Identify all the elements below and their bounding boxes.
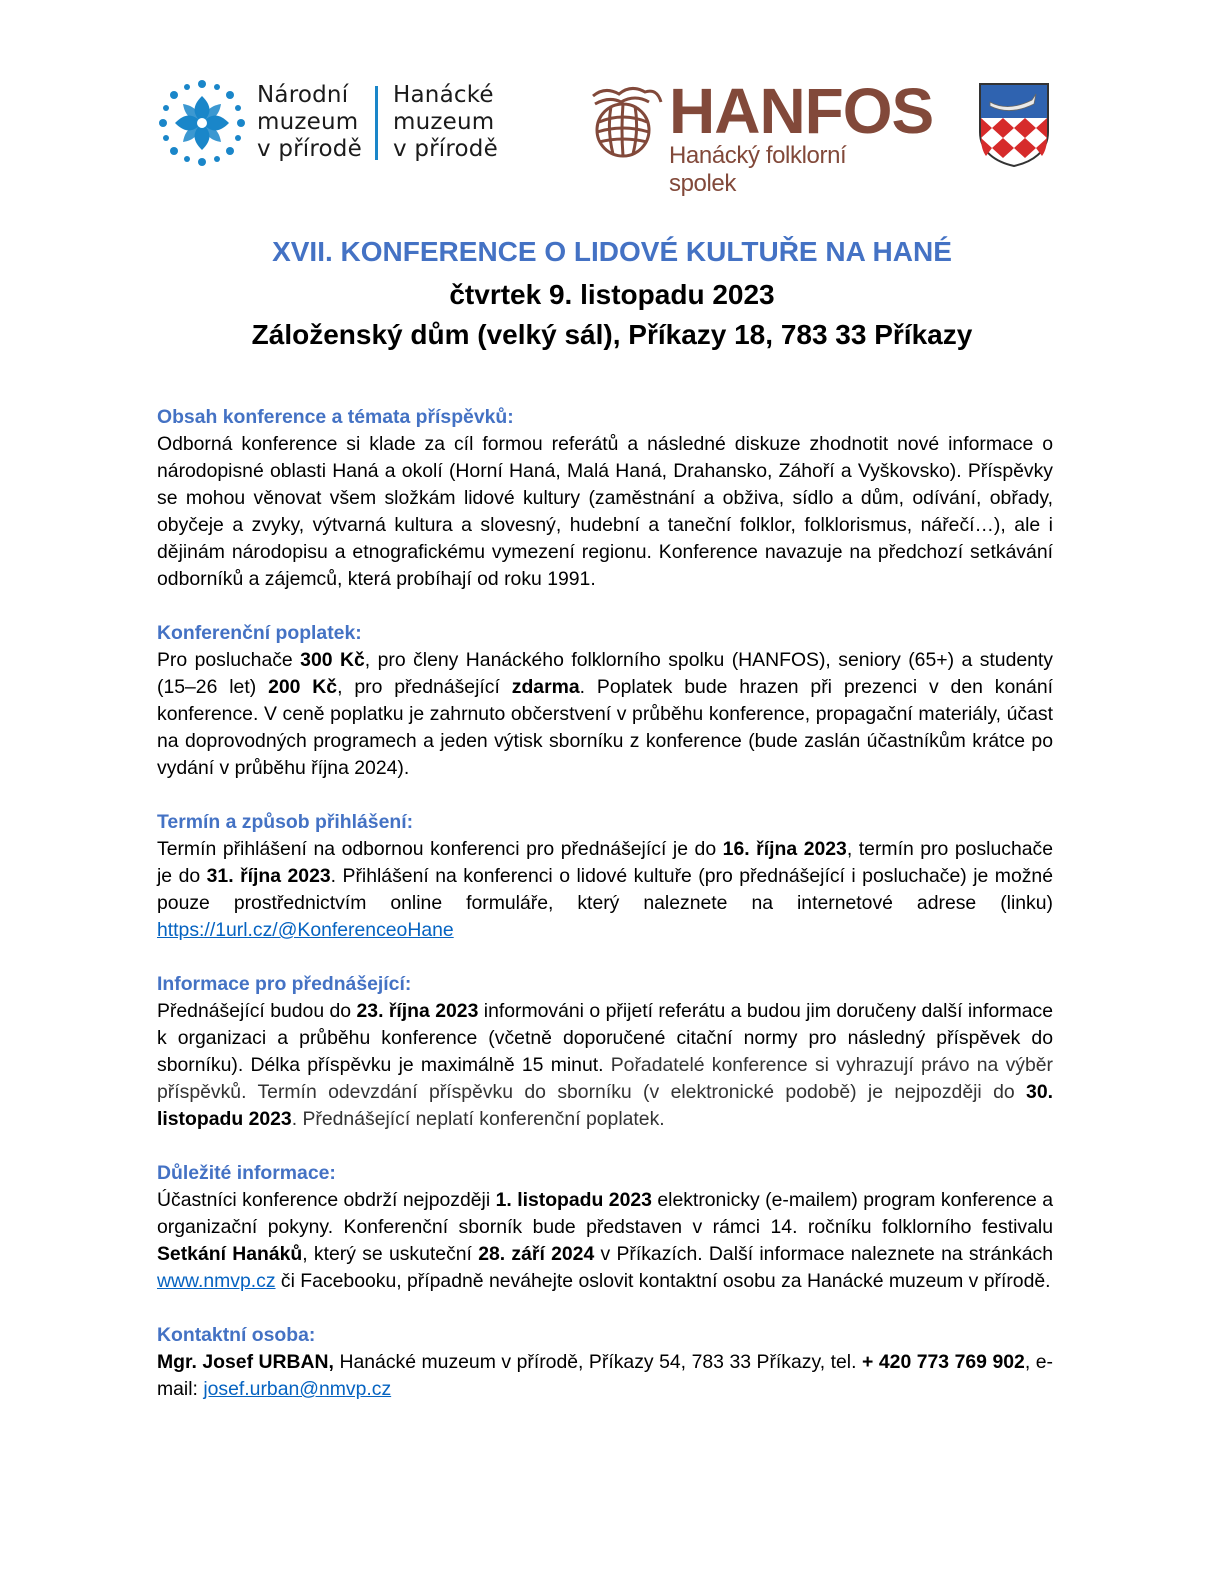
- text-run: elektronicky (e-mailem) program konference a organizační pokyny. Konferenční sborník bude představen v rámci 14. ročníku folklorního festivalu: [157, 1189, 1054, 1238]
- hanfos-emblem-icon: [585, 82, 665, 164]
- hmvp-line-3: v přírodě: [393, 136, 498, 162]
- text-run: . Přednášející neplatí konferenční poplatek.: [291, 1108, 665, 1130]
- text-run: Účastníci konference obdrží nejpozději: [157, 1189, 496, 1211]
- festival-name: Setkání Hanáků: [157, 1243, 303, 1265]
- price-reduced: 200 Kč: [268, 676, 338, 698]
- section-heading: Konferenční poplatek:: [157, 622, 362, 644]
- text-run: či Facebooku, případně neváhejte oslovit kontaktní osobu za Hanácké muzeum v přírodě.: [275, 1270, 1051, 1292]
- text-run: , e-mail:: [157, 1351, 1053, 1400]
- section-kontakt: [157, 1322, 1053, 1403]
- contact-name: Mgr. Josef URBAN,: [157, 1351, 334, 1373]
- text-run: . Přihlášení na konferenci o lidové kultuře (pro přednášející i posluchače) je možné pouze prostřednictvím online formuláře, který naleznete na internetové adrese (linku): [157, 865, 1053, 914]
- text-run: , který se uskuteční: [302, 1243, 479, 1265]
- hanfos-name: HANFOS: [669, 75, 934, 147]
- contact-email-link[interactable]: josef.urban@nmvp.cz: [203, 1378, 392, 1400]
- section-text: [157, 998, 1053, 1133]
- price-speaker: zdarma: [511, 676, 580, 698]
- conference-date: čtvrtek 9. listopadu 2023: [449, 279, 775, 310]
- section-heading: Informace pro přednášející:: [157, 973, 412, 995]
- section-prednasejici: [157, 971, 1053, 1133]
- text-run: Termín přihlášení na odbornou konferenci pro přednášející je do: [157, 838, 723, 860]
- festival-date: 28. září 2024: [478, 1243, 595, 1265]
- text-run: Pro posluchače: [157, 649, 301, 671]
- hmvp-line-1: Hanácké: [393, 82, 494, 108]
- submission-date: 30. listopadu 2023: [157, 1081, 1053, 1130]
- nmvp-logo: [157, 78, 502, 170]
- section-heading: Obsah konference a témata příspěvků:: [157, 406, 514, 428]
- price-listener: 300 Kč: [300, 649, 365, 671]
- deadline-listener: 31. října 2023: [206, 865, 331, 887]
- text-run: , pro přednášející: [337, 676, 512, 698]
- section-heading: Termín a způsob přihlášení:: [157, 811, 414, 833]
- section-heading: Důležité informace:: [157, 1162, 336, 1184]
- nmvp-line-3: v přírodě: [257, 136, 362, 162]
- section-text: [157, 1187, 1053, 1295]
- section-text: [157, 836, 1053, 944]
- section-obsah: [157, 404, 1053, 593]
- text-run: , pro členy Hanáckého folklorního spolku (HANFOS), seniory (65+) a studenty (15–26 let): [157, 649, 1054, 698]
- coat-of-arms-icon: [978, 82, 1050, 168]
- acceptance-date: 23. října 2023: [356, 1000, 479, 1022]
- text-run: v Příkazích. Další informace naleznete na stránkách: [594, 1243, 1053, 1265]
- logo-divider: [375, 86, 378, 160]
- section-text: Odborná konference si klade za cíl formou referátů a následné diskuze zhodnotit nové informace o národopisné oblasti Haná a okolí (Horní Haná, Malá Haná, Drahansko, Záhoří a Vyškovsko). Příspěvky se mohou věnovat všem složkám lidové kultury (zaměstnání a obživa, sídlo a dům, odívání, obřady, obyčeje a zvyky, výtvarná kultura a slovesný, hudební a taneční folklor, folklorismus, nářečí…), ale i dějinám národopisu a etnografickému vymezení regionu. Konference navazuje na předchozí setkávání odborníků a zájemců, která probíhají od roku 1991.: [157, 433, 1053, 590]
- section-text: [157, 647, 1053, 782]
- nmvp-name: [257, 82, 362, 163]
- nmvp-flower-icon: [157, 78, 247, 168]
- registration-link[interactable]: https://1url.cz/@KonferenceoHane: [157, 919, 454, 941]
- document-body: [157, 404, 1053, 1430]
- program-date: 1. listopadu 2023: [495, 1189, 652, 1211]
- website-link[interactable]: www.nmvp.cz: [157, 1270, 276, 1292]
- deadline-speaker: 16. října 2023: [722, 838, 847, 860]
- text-run: . Poplatek bude hrazen při prezenci v den konání konference. V ceně poplatku je zahrnuto občerstvení v průběhu konference, propagační materiály, účast na doprovodných programech a jeden výtisk sborníku z konference (bude zaslán účastníkům krátce po vydání v průběhu října 2024).: [157, 676, 1054, 779]
- nmvp-line-1: Národní: [257, 82, 349, 108]
- text-run: Pořadatelé konference si vyhrazují právo na výběr příspěvků. Termín odevzdání příspěvku do sborníku (v elektronické podobě) je nejpozději do: [157, 1054, 1053, 1103]
- section-termin: [157, 809, 1053, 944]
- section-dulezite: [157, 1160, 1053, 1295]
- text-run: , termín pro posluchače je do: [157, 838, 1053, 887]
- hanfos-logo: [585, 75, 934, 197]
- conference-venue: Záloženský dům (velký sál), Příkazy 18, 783 33 Příkazy: [251, 319, 973, 350]
- text-run: Hanácké muzeum v přírodě, Příkazy 54, 783 33 Příkazy, tel.: [333, 1351, 863, 1373]
- section-poplatek: [157, 620, 1053, 782]
- hanfos-subtitle: Hanácký folklorní spolek: [669, 142, 847, 197]
- hmvp-name: [393, 82, 498, 163]
- hmvp-line-2: muzeum: [393, 109, 495, 135]
- conference-title: XVII. KONFERENCE O LIDOVÉ KULTUŘE NA HANÉ: [272, 236, 952, 267]
- text-run: informováni o přijetí referátu a budou jim doručeny další informace k organizaci a průběhu konference (včetně doporučené citační normy pro následný příspěvek do sborníku). Délka příspěvku je maximálně 15 minut.: [157, 1000, 1054, 1076]
- nmvp-line-2: muzeum: [257, 109, 359, 135]
- section-text: [157, 1349, 1053, 1403]
- section-heading: Kontaktní osoba:: [157, 1324, 316, 1346]
- text-run: Přednášející budou do: [157, 1000, 357, 1022]
- contact-phone: + 420 773 769 902: [862, 1351, 1025, 1373]
